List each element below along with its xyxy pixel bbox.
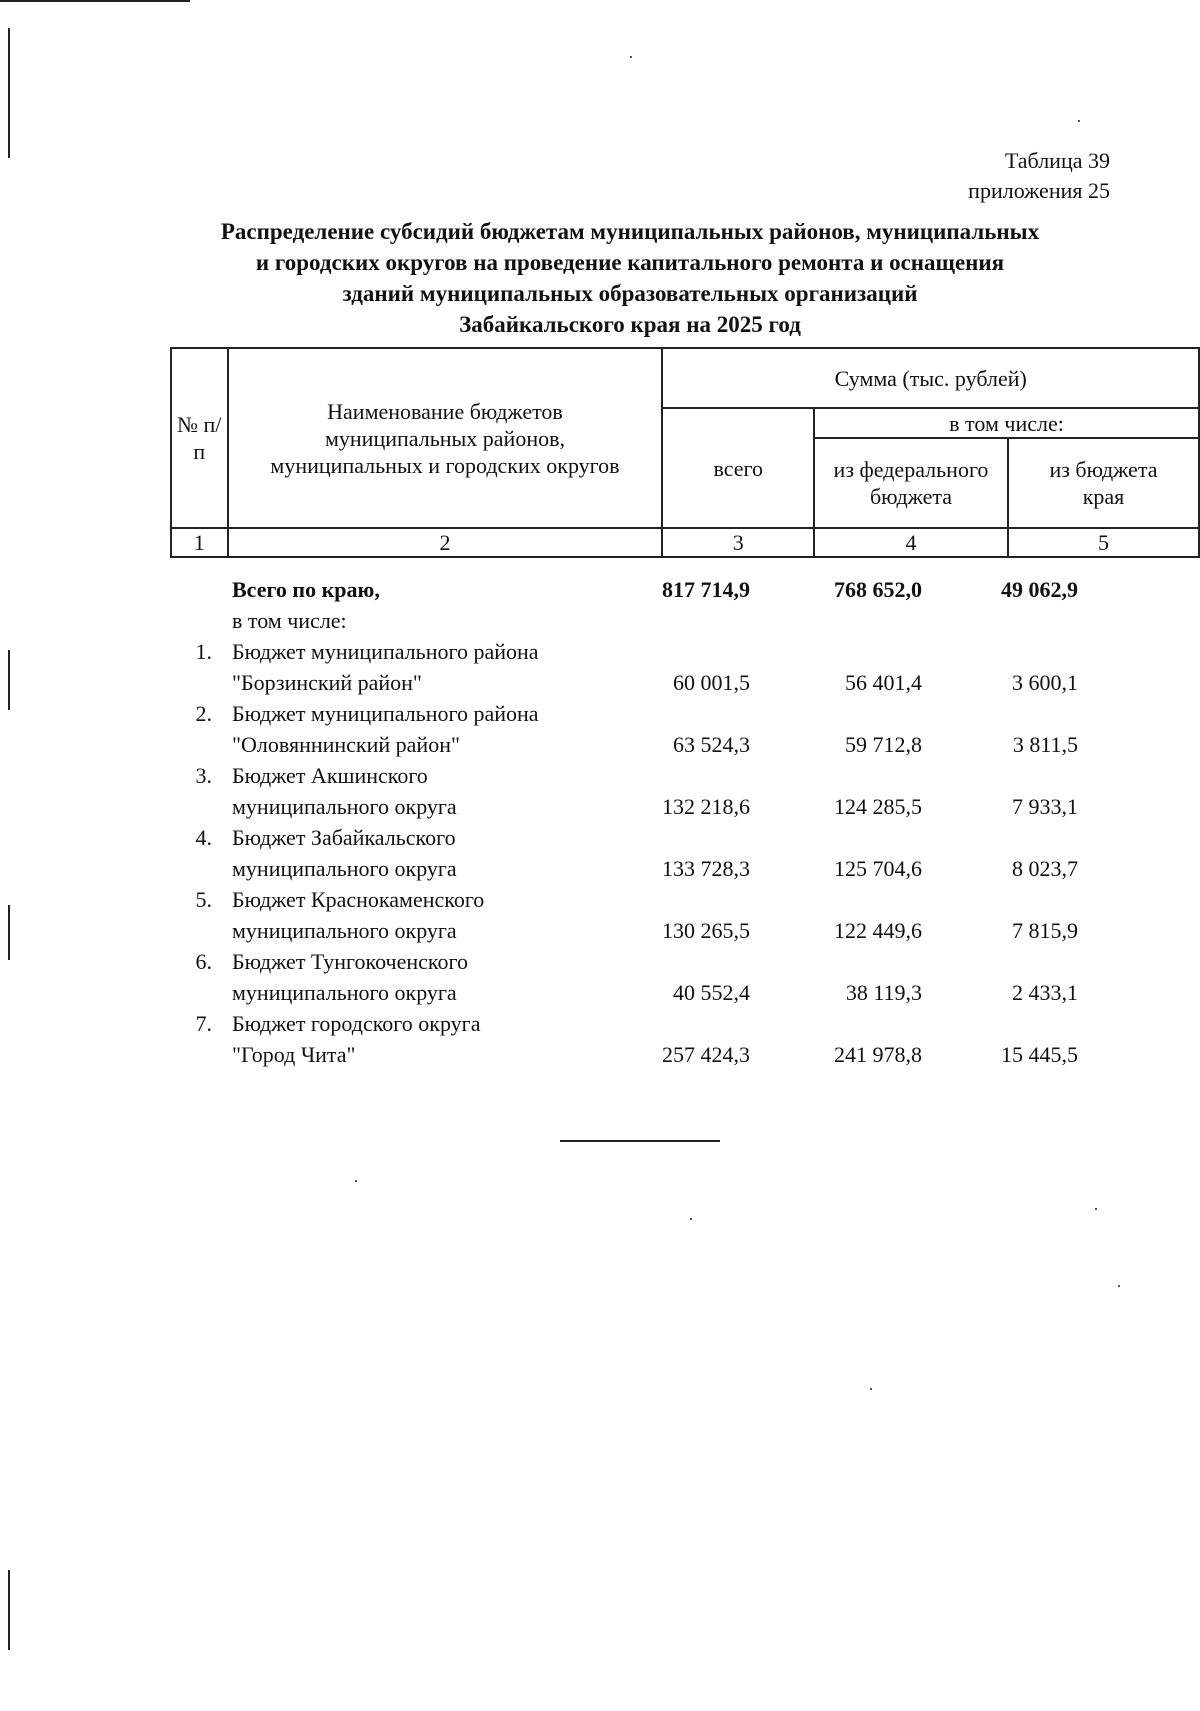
scan-edge-left-2: [8, 650, 10, 710]
row-total: 257 424,3: [662, 1042, 750, 1067]
table-row: [170, 884, 1120, 946]
row-name-line1: Бюджет муниципального района: [232, 639, 539, 664]
title-line: зданий муниципальных образовательных организаций: [342, 281, 918, 306]
row-name-line2: муниципального округа: [232, 980, 457, 1005]
row-federal: 124 285,5: [834, 794, 922, 819]
table-row: [170, 636, 1120, 698]
col-including-header: в том числе:: [814, 408, 1199, 438]
row-name-line2: муниципального округа: [232, 794, 457, 819]
total-federal: 768 652,0: [834, 577, 922, 602]
row-name-line2: "Оловяннинский район": [232, 732, 460, 757]
row-number: 2.: [195, 701, 212, 726]
row-total: 60 001,5: [673, 670, 750, 695]
col-number: 3: [662, 528, 814, 557]
table-header: [170, 347, 1200, 558]
total-sum: 817 714,9: [662, 577, 750, 602]
col-sum-header: Сумма (тыс. рублей): [662, 348, 1199, 408]
row-number: 4.: [195, 825, 212, 850]
row-name-line2: "Город Чита": [232, 1042, 356, 1067]
row-total: 130 265,5: [662, 918, 750, 943]
row-total: 63 524,3: [673, 732, 750, 757]
row-regional: 7 933,1: [1012, 794, 1078, 819]
appendix-label: приложения 25: [968, 178, 1110, 203]
table-label: Таблица 39: [1004, 148, 1110, 173]
scan-edge-top: [0, 0, 190, 2]
row-federal: 56 401,4: [845, 670, 922, 695]
row-regional: 3 600,1: [1012, 670, 1078, 695]
row-number: 6.: [195, 949, 212, 974]
col-number: 5: [1008, 528, 1199, 557]
including-label: в том числе:: [232, 608, 347, 633]
row-federal: 59 712,8: [845, 732, 922, 757]
row-number: 1.: [195, 639, 212, 664]
scan-edge-left-4: [8, 1570, 10, 1650]
speck: [870, 1388, 872, 1390]
table-row: [170, 946, 1120, 1008]
row-total: 133 728,3: [662, 856, 750, 881]
row-name-line1: Бюджет Забайкальского: [232, 825, 456, 850]
row-total: 132 218,6: [662, 794, 750, 819]
col-federal-header: из федерального бюджета: [814, 438, 1008, 528]
title-line: Забайкальского края на 2025 год: [459, 312, 801, 337]
table-row: [170, 698, 1120, 760]
total-label: Всего по краю,: [232, 577, 380, 602]
col-number: 1: [171, 528, 228, 557]
speck: [1118, 1285, 1120, 1287]
scan-edge-left-3: [8, 905, 10, 960]
col-number: 4: [814, 528, 1008, 557]
title-line: и городских округов на проведение капитального ремонта и оснащения: [255, 250, 1005, 275]
row-regional: 8 023,7: [1012, 856, 1078, 881]
table-reference: [968, 146, 1110, 206]
including-row: [170, 605, 1120, 636]
row-number: 5.: [195, 887, 212, 912]
row-name-line1: Бюджет муниципального района: [232, 701, 539, 726]
speck: [630, 56, 632, 58]
total-regional: 49 062,9: [1001, 577, 1078, 602]
table-row: [170, 822, 1120, 884]
table-row: [170, 1008, 1120, 1070]
end-rule: [560, 1140, 720, 1142]
col-total-header: всего: [662, 408, 814, 528]
table-body: [170, 574, 1120, 1070]
row-regional: 2 433,1: [1012, 980, 1078, 1005]
row-federal: 241 978,8: [834, 1042, 922, 1067]
row-regional: 3 811,5: [1012, 732, 1078, 757]
document-title: [140, 216, 1120, 340]
row-regional: 7 815,9: [1012, 918, 1078, 943]
col-number: 2: [228, 528, 663, 557]
speck: [1078, 120, 1080, 122]
row-regional: 15 445,5: [1001, 1042, 1078, 1067]
row-name-line1: Бюджет Краснокаменского: [232, 887, 485, 912]
speck: [355, 1180, 357, 1182]
row-federal: 122 449,6: [834, 918, 922, 943]
speck: [690, 1218, 692, 1220]
total-row: [170, 574, 1120, 605]
col-name-header: Наименование бюджетов муниципальных районов, муниципальных и городских округов: [228, 348, 663, 528]
row-name-line1: Бюджет городского округа: [232, 1011, 481, 1036]
row-federal: 125 704,6: [834, 856, 922, 881]
title-line: Распределение субсидий бюджетам муниципальных районов, муниципальных: [220, 219, 1040, 244]
col-no-header: № п/п: [171, 348, 228, 528]
scan-edge-left-1: [8, 28, 10, 158]
row-federal: 38 119,3: [845, 980, 922, 1005]
row-name-line1: Бюджет Тунгокоченского: [232, 949, 468, 974]
row-total: 40 552,4: [673, 980, 750, 1005]
row-number: 3.: [195, 763, 212, 788]
row-name-line2: муниципального округа: [232, 918, 457, 943]
col-regional-header: из бюджета края: [1008, 438, 1199, 528]
row-name-line2: "Борзинский район": [232, 670, 422, 695]
row-number: 7.: [195, 1011, 212, 1036]
row-name-line1: Бюджет Акшинского: [232, 763, 428, 788]
row-name-line2: муниципального округа: [232, 856, 457, 881]
table-row: [170, 760, 1120, 822]
speck: [1095, 1208, 1097, 1210]
